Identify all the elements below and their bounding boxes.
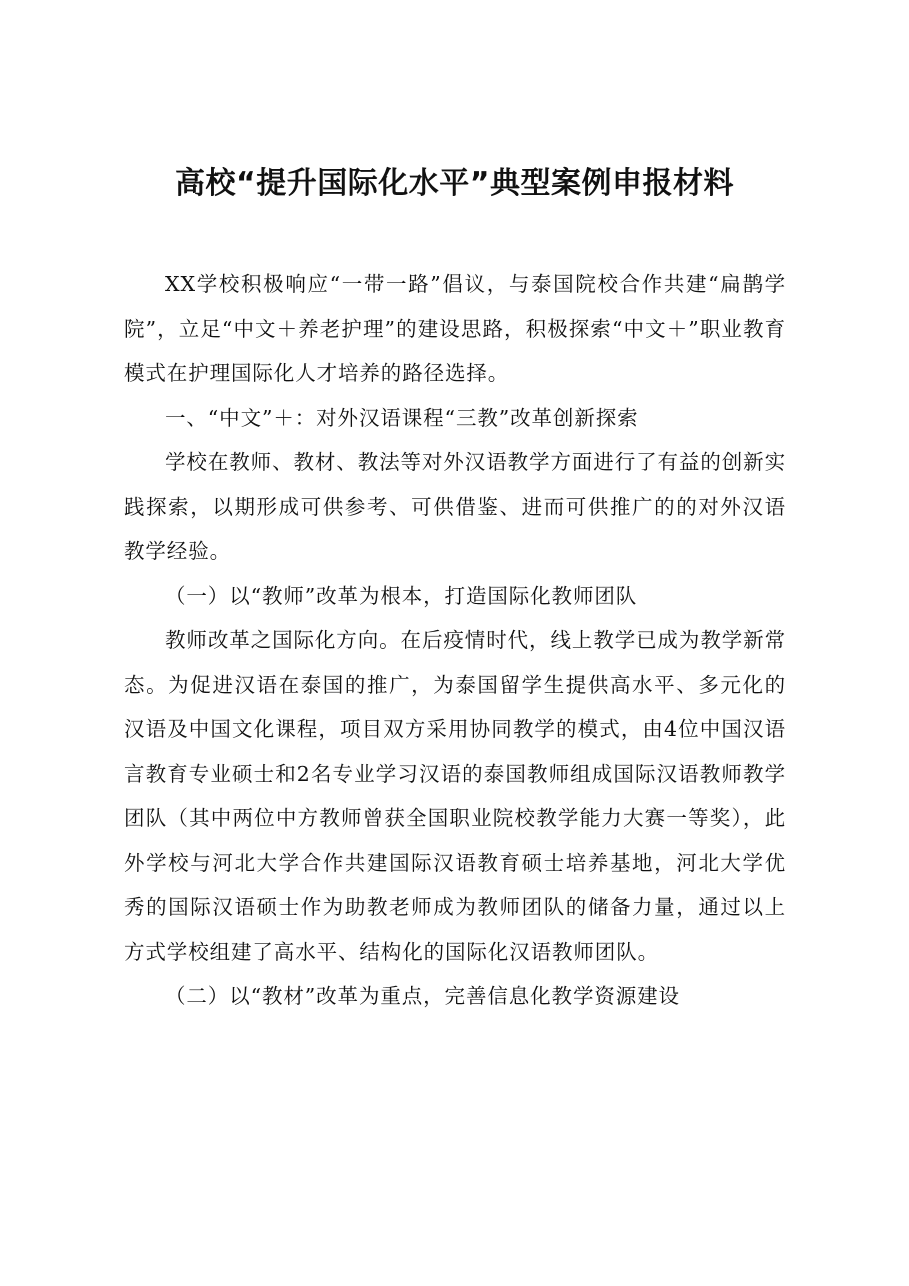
subsection-heading-2: （二）以“教材”改革为重点，完善信息化教学资源建设 — [165, 984, 680, 1008]
subsection-heading-1: （一）以“教师”改革为根本，打造国际化教师团队 — [165, 583, 638, 608]
section-1-paragraph: 学校在教师、教材、教法等对外汉语教学方面进行了有益的创新实践探索，以期形成可供参考、可供借鉴、进而可供推广的的对外汉语教学经验。 — [124, 450, 786, 563]
document-body — [124, 262, 786, 1019]
subsection-1-paragraph: 教师改革之国际化方向。在后疫情时代，线上教学已成为教学新常态。为促进汉语在泰国的推广，为泰国留学生提供高水平、多元化的汉语及中国文化课程，项目双方采用协同教学的模式，由4位中国汉语言教育专业硕士和2名专业学习汉语的泰国教师组成国际汉语教师教学团队（其中两位中方教师曾获全国职业院校教学能力大赛一等奖），此外学校与河北大学合作共建国际汉语教育硕士培养基地，河北大学优秀的国际汉语硕士作为助教老师成为教师团队的储备力量，通过以上方式学校组建了高水平、结构化的国际化汉语教师团队。 — [124, 628, 786, 964]
intro-paragraph: XX学校积极响应“一带一路”倡议，与泰国院校合作共建“扁鹊学院”，立足“中文＋养老护理”的建设思路，积极探索“中文＋”职业教育模式在护理国际化人才培养的路径选择。 — [124, 272, 786, 385]
document-title: 高校“提升国际化水平”典型案例申报材料 — [175, 166, 734, 201]
section-heading-1: 一、“中文”＋：对外汉语课程“三教”改革创新探索 — [165, 405, 639, 430]
